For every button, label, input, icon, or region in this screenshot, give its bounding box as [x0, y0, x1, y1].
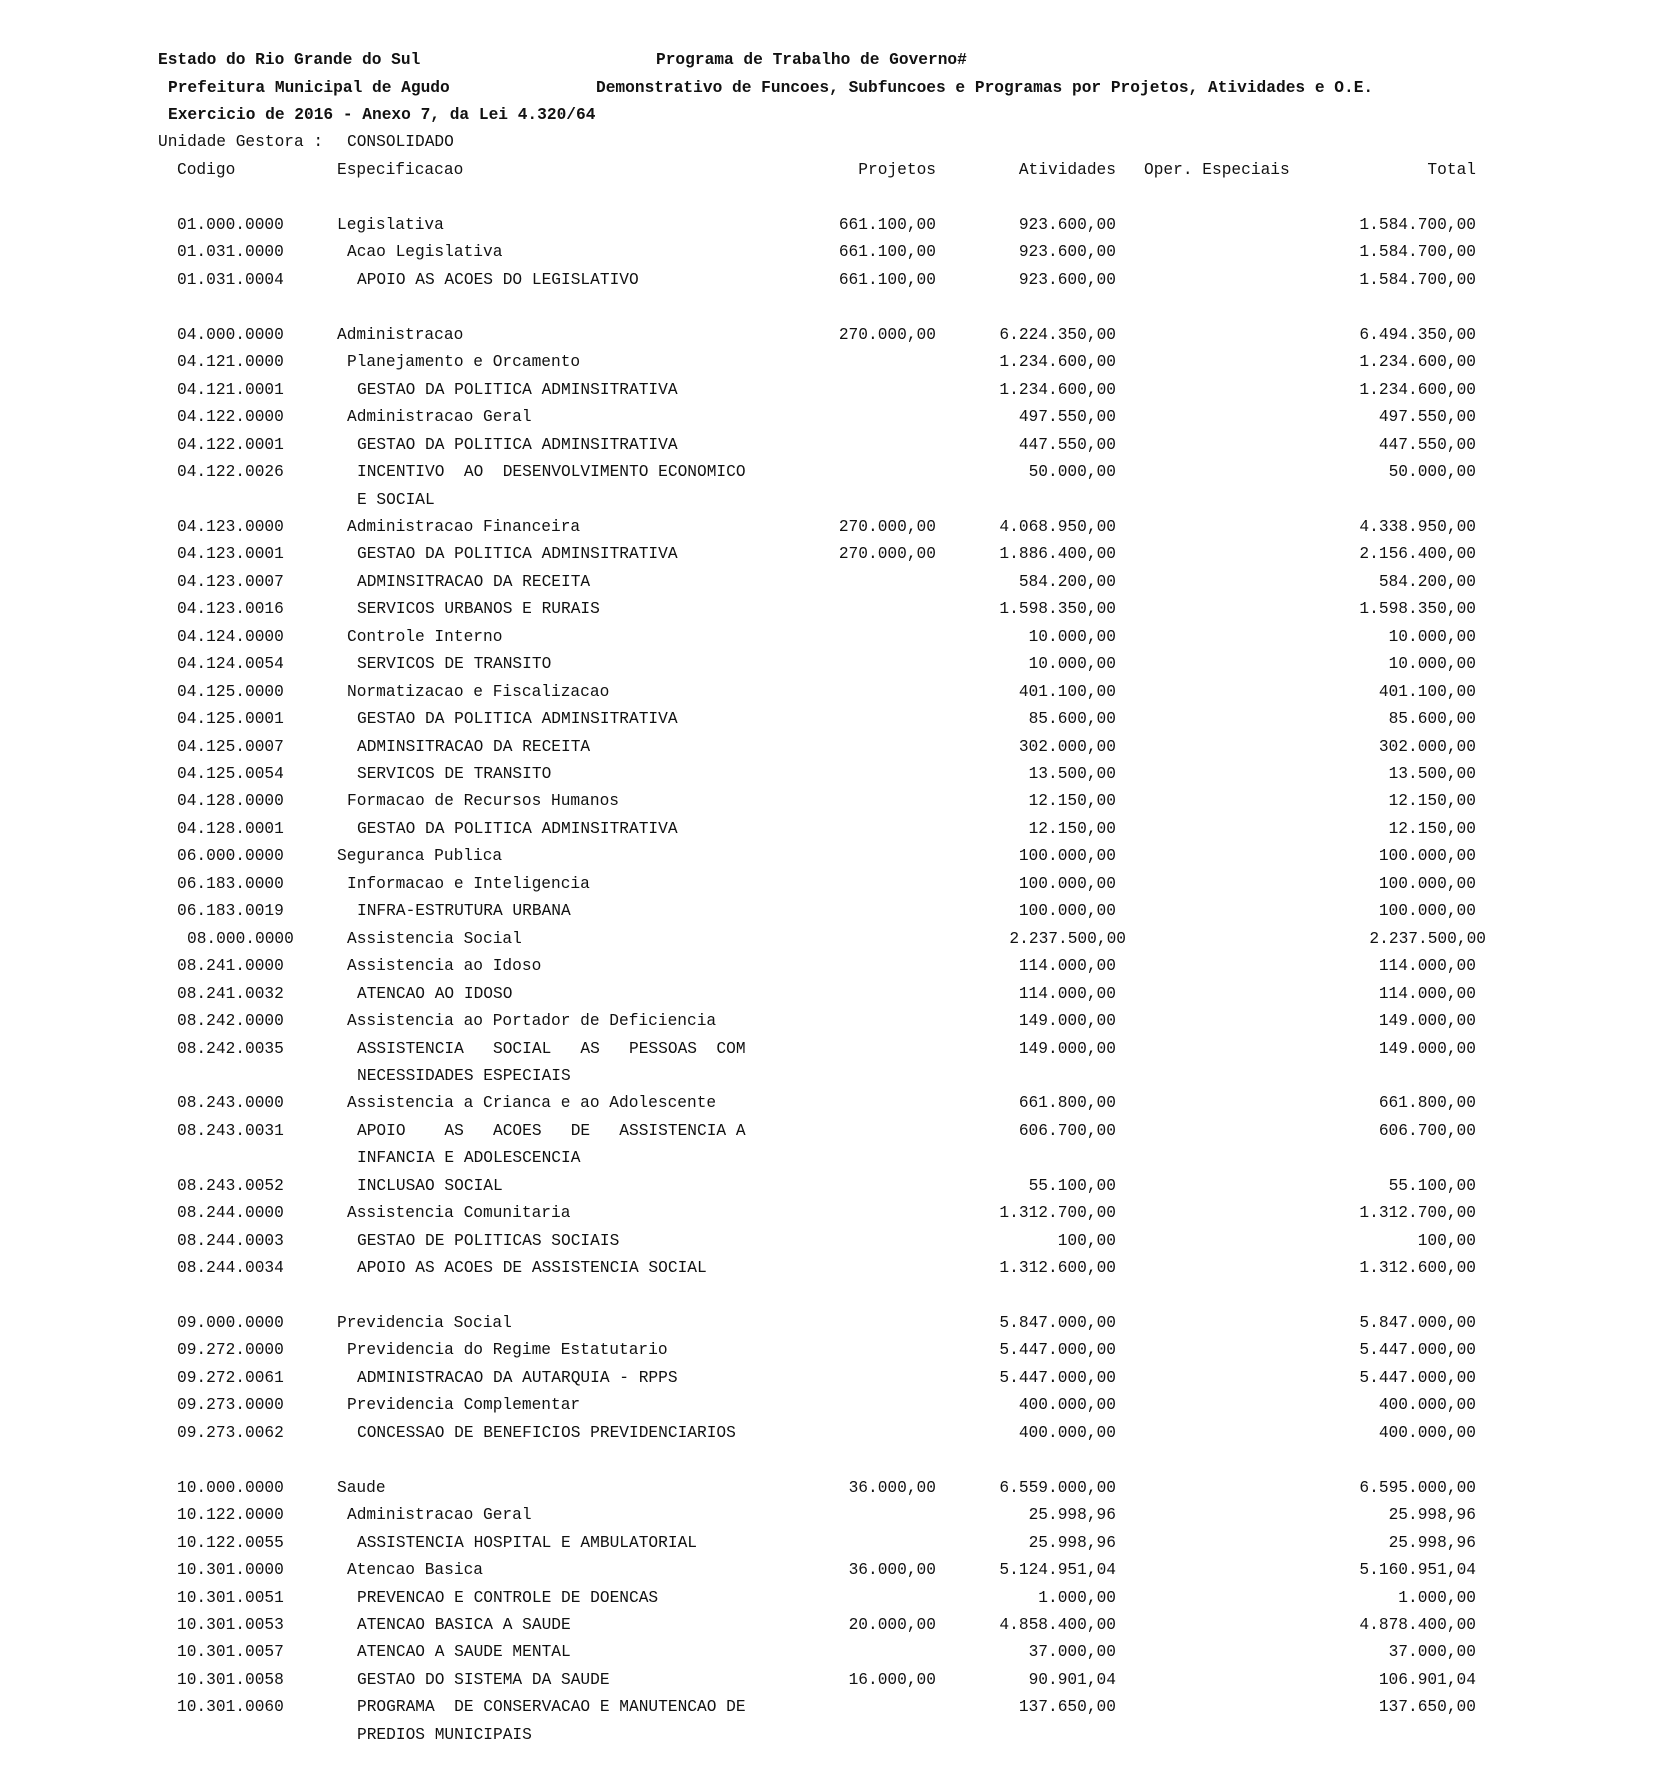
row-code: 10.301.0053 — [177, 1615, 284, 1634]
row-code: 04.123.0000 — [177, 517, 284, 536]
table-row — [0, 380, 1653, 402]
row-code: 09.272.0000 — [177, 1341, 284, 1360]
row-code: 08.243.0000 — [177, 1094, 284, 1113]
row-specification: SERVICOS DE TRANSITO — [357, 655, 552, 674]
row-atividades: 90.901,04 — [1028, 1670, 1116, 1689]
row-specification: Previdencia Social — [337, 1314, 512, 1332]
row-atividades: 400.000,00 — [1018, 1396, 1116, 1415]
row-specification: SERVICOS URBANOS E RURAIS — [357, 600, 600, 619]
row-code: 04.123.0016 — [177, 600, 284, 619]
row-code: 04.000.0000 — [177, 325, 284, 344]
row-specification: GESTAO DE POLITICAS SOCIAIS — [357, 1231, 620, 1250]
table-row-continuation — [0, 1725, 1653, 1747]
row-projetos: 661.100,00 — [838, 243, 936, 262]
row-specification: ASSISTENCIA SOCIAL AS PESSOAS COM — [357, 1039, 746, 1058]
row-total: 6.494.350,00 — [1359, 325, 1476, 344]
blank-row — [0, 1450, 1653, 1472]
table-row — [0, 1395, 1653, 1417]
row-code: 01.031.0004 — [177, 270, 284, 289]
row-total: 137.650,00 — [1378, 1698, 1476, 1717]
row-code: 10.301.0058 — [177, 1670, 284, 1689]
row-atividades: 100.000,00 — [1018, 902, 1116, 921]
row-atividades: 923.600,00 — [1018, 216, 1116, 234]
row-total: 149.000,00 — [1378, 1012, 1476, 1031]
table-row — [0, 791, 1653, 813]
table-row — [0, 325, 1653, 347]
row-atividades: 1.598.350,00 — [999, 600, 1116, 619]
row-specification: INFANCIA E ADOLESCENCIA — [357, 1149, 581, 1168]
municipality-name: Prefeitura Municipal de Agudo — [168, 79, 450, 97]
row-total: 114.000,00 — [1378, 984, 1476, 1003]
row-total: 149.000,00 — [1378, 1039, 1476, 1058]
row-atividades: 5.447.000,00 — [999, 1341, 1116, 1360]
row-atividades: 137.650,00 — [1018, 1698, 1116, 1717]
table-row — [0, 462, 1653, 484]
row-specification: APOIO AS ACOES DE ASSISTENCIA SOCIAL — [357, 1259, 707, 1278]
row-projetos: 270.000,00 — [838, 517, 936, 536]
table-row — [0, 874, 1653, 896]
row-code: 10.000.0000 — [177, 1478, 284, 1497]
row-total: 497.550,00 — [1378, 408, 1476, 427]
row-atividades: 10.000,00 — [1028, 627, 1116, 646]
table-row — [0, 1423, 1653, 1445]
row-total: 5.160.951,04 — [1359, 1561, 1476, 1580]
row-specification: INFRA-ESTRUTURA URBANA — [357, 902, 571, 921]
row-atividades: 13.500,00 — [1028, 765, 1116, 783]
row-atividades: 12.150,00 — [1028, 792, 1116, 811]
row-specification: Seguranca Publica — [337, 847, 503, 866]
row-code: 04.121.0001 — [177, 380, 284, 399]
row-specification: INCENTIVO AO DESENVOLVIMENTO ECONOMICO — [357, 463, 746, 482]
row-projetos: 20.000,00 — [848, 1615, 936, 1634]
row-code: 08.241.0000 — [177, 957, 284, 976]
table-row — [0, 1258, 1653, 1280]
row-total: 12.150,00 — [1388, 792, 1476, 811]
row-specification: GESTAO DA POLITICA ADMINSITRATIVA — [357, 710, 678, 729]
unit-value: CONSOLIDADO — [347, 133, 454, 151]
row-atividades: 302.000,00 — [1018, 737, 1116, 756]
table-row — [0, 599, 1653, 621]
row-specification: GESTAO DO SISTEMA DA SAUDE — [357, 1670, 610, 1689]
row-specification: INCLUSAO SOCIAL — [357, 1176, 503, 1195]
report-subtitle: Demonstrativo de Funcoes, Subfuncoes e Programas por Projetos, Atividades e O.E. — [596, 79, 1374, 97]
row-specification: ATENCAO BASICA A SAUDE — [357, 1615, 571, 1634]
table-row — [0, 1340, 1653, 1362]
row-atividades: 401.100,00 — [1018, 682, 1116, 701]
row-specification: Previdencia do Regime Estatutario — [347, 1341, 668, 1360]
row-total: 1.584.700,00 — [1359, 243, 1476, 262]
row-atividades: 4.068.950,00 — [999, 517, 1116, 536]
row-code: 08.244.0000 — [177, 1204, 284, 1223]
table-row — [0, 1011, 1653, 1033]
row-projetos: 16.000,00 — [848, 1670, 936, 1689]
row-specification: Assistencia ao Portador de Deficiencia — [347, 1012, 717, 1031]
table-row — [0, 572, 1653, 594]
table-row — [0, 901, 1653, 923]
row-code: 10.122.0000 — [177, 1506, 284, 1525]
row-code: 09.000.0000 — [177, 1314, 284, 1332]
row-atividades: 1.312.600,00 — [999, 1259, 1116, 1278]
row-atividades: 4.858.400,00 — [999, 1615, 1116, 1634]
row-projetos: 270.000,00 — [838, 545, 936, 564]
row-atividades: 149.000,00 — [1018, 1012, 1116, 1031]
row-total: 5.447.000,00 — [1359, 1341, 1476, 1360]
row-specification: Controle Interno — [347, 627, 503, 646]
table-row — [0, 654, 1653, 676]
row-specification: ASSISTENCIA HOSPITAL E AMBULATORIAL — [357, 1533, 697, 1552]
row-specification: Administracao — [337, 325, 464, 344]
row-code: 08.242.0035 — [177, 1039, 284, 1058]
row-atividades: 923.600,00 — [1018, 243, 1116, 262]
row-total: 400.000,00 — [1378, 1396, 1476, 1415]
row-specification: Assistencia Social — [347, 929, 522, 948]
row-specification: Assistencia a Crianca e ao Adolescente — [347, 1094, 717, 1113]
row-code: 08.000.0000 — [187, 929, 294, 948]
table-row — [0, 270, 1653, 292]
row-specification: CONCESSAO DE BENEFICIOS PREVIDENCIARIOS — [357, 1423, 736, 1442]
row-atividades: 100,00 — [1057, 1231, 1116, 1250]
row-total: 1.598.350,00 — [1359, 600, 1476, 619]
state-name: Estado do Rio Grande do Sul — [158, 51, 421, 69]
row-total: 1.234.600,00 — [1359, 353, 1476, 372]
col-header-projetos: Projetos — [858, 161, 936, 179]
row-specification: GESTAO DA POLITICA ADMINSITRATIVA — [357, 380, 678, 399]
row-specification: Atencao Basica — [347, 1561, 483, 1580]
row-total: 661.800,00 — [1378, 1094, 1476, 1113]
col-header-total: Total — [1427, 161, 1476, 179]
row-code: 08.241.0032 — [177, 984, 284, 1003]
row-atividades: 6.224.350,00 — [999, 325, 1116, 344]
table-row — [0, 627, 1653, 649]
table-row — [0, 1533, 1653, 1555]
row-atividades: 25.998,96 — [1028, 1506, 1116, 1525]
row-atividades: 149.000,00 — [1018, 1039, 1116, 1058]
row-total: 5.447.000,00 — [1359, 1368, 1476, 1387]
row-code: 08.244.0034 — [177, 1259, 284, 1278]
row-total: 400.000,00 — [1378, 1423, 1476, 1442]
row-total: 10.000,00 — [1388, 627, 1476, 646]
table-row — [0, 929, 1653, 951]
row-atividades: 1.886.400,00 — [999, 545, 1116, 564]
table-row — [0, 737, 1653, 759]
row-projetos: 270.000,00 — [838, 325, 936, 344]
row-code: 04.128.0001 — [177, 819, 284, 838]
row-total: 100.000,00 — [1378, 874, 1476, 893]
row-total: 13.500,00 — [1388, 765, 1476, 783]
row-specification: Normatizacao e Fiscalizacao — [347, 682, 610, 701]
row-atividades: 114.000,00 — [1018, 957, 1116, 976]
row-atividades: 114.000,00 — [1018, 984, 1116, 1003]
row-specification: Administracao Geral — [347, 408, 532, 427]
row-atividades: 85.600,00 — [1028, 710, 1116, 729]
row-code: 04.123.0001 — [177, 545, 284, 564]
table-row — [0, 956, 1653, 978]
row-atividades: 5.447.000,00 — [999, 1368, 1116, 1387]
row-total: 302.000,00 — [1378, 737, 1476, 756]
row-atividades: 55.100,00 — [1028, 1176, 1116, 1195]
row-code: 01.031.0000 — [177, 243, 284, 262]
row-total: 114.000,00 — [1378, 957, 1476, 976]
row-projetos: 661.100,00 — [838, 216, 936, 234]
row-code: 04.122.0000 — [177, 408, 284, 427]
table-row — [0, 215, 1653, 237]
row-code: 04.128.0000 — [177, 792, 284, 811]
row-atividades: 50.000,00 — [1028, 463, 1116, 482]
row-code: 10.301.0000 — [177, 1561, 284, 1580]
row-specification: ADMINSITRACAO DA RECEITA — [357, 572, 591, 591]
row-specification: Administracao Financeira — [347, 517, 581, 536]
row-code: 08.243.0031 — [177, 1121, 284, 1140]
table-row — [0, 1176, 1653, 1198]
row-projetos: 36.000,00 — [848, 1478, 936, 1497]
row-total: 1.584.700,00 — [1359, 216, 1476, 234]
report-title: Programa de Trabalho de Governo# — [656, 51, 967, 69]
row-total: 25.998,96 — [1388, 1506, 1476, 1525]
row-total: 6.595.000,00 — [1359, 1478, 1476, 1497]
row-total: 2.237.500,00 — [1369, 929, 1486, 948]
col-header-atividades: Atividades — [1018, 161, 1116, 179]
table-row — [0, 682, 1653, 704]
row-total: 584.200,00 — [1378, 572, 1476, 591]
row-atividades: 1.312.700,00 — [999, 1204, 1116, 1223]
unit-label: Unidade Gestora : — [158, 133, 324, 151]
row-specification: SERVICOS DE TRANSITO — [357, 765, 552, 783]
row-total: 1.312.600,00 — [1359, 1259, 1476, 1278]
table-row — [0, 407, 1653, 429]
table-row — [0, 435, 1653, 457]
row-total: 50.000,00 — [1388, 463, 1476, 482]
row-atividades: 584.200,00 — [1018, 572, 1116, 591]
row-specification: Assistencia ao Idoso — [347, 957, 542, 976]
table-row-continuation — [0, 490, 1653, 512]
row-code: 09.273.0000 — [177, 1396, 284, 1415]
row-specification: Informacao e Inteligencia — [347, 874, 590, 893]
row-total: 4.878.400,00 — [1359, 1615, 1476, 1634]
row-atividades: 12.150,00 — [1028, 819, 1116, 838]
col-header-oper-especiais: Oper. Especiais — [1144, 161, 1290, 179]
table-row — [0, 1478, 1653, 1500]
row-atividades: 25.998,96 — [1028, 1533, 1116, 1552]
row-code: 09.273.0062 — [177, 1423, 284, 1442]
row-code: 10.301.0060 — [177, 1698, 284, 1717]
row-atividades: 100.000,00 — [1018, 847, 1116, 866]
row-code: 09.272.0061 — [177, 1368, 284, 1387]
table-row — [0, 1505, 1653, 1527]
row-code: 04.122.0001 — [177, 435, 284, 454]
row-atividades: 497.550,00 — [1018, 408, 1116, 427]
table-row — [0, 352, 1653, 374]
row-specification: Administracao Geral — [347, 1506, 532, 1525]
row-code: 04.125.0001 — [177, 710, 284, 729]
row-code: 08.243.0052 — [177, 1176, 284, 1195]
row-atividades: 2.237.500,00 — [1009, 929, 1126, 948]
row-atividades: 923.600,00 — [1018, 270, 1116, 289]
row-total: 1.000,00 — [1398, 1588, 1476, 1607]
row-atividades: 1.000,00 — [1038, 1588, 1116, 1607]
table-row — [0, 1642, 1653, 1664]
row-code: 08.242.0000 — [177, 1012, 284, 1031]
row-code: 04.124.0000 — [177, 627, 284, 646]
row-specification: Planejamento e Orcamento — [347, 353, 581, 372]
row-atividades: 661.800,00 — [1018, 1094, 1116, 1113]
row-atividades: 606.700,00 — [1018, 1121, 1116, 1140]
row-specification: PREDIOS MUNICIPAIS — [357, 1725, 532, 1744]
row-total: 10.000,00 — [1388, 655, 1476, 674]
table-row — [0, 1039, 1653, 1061]
row-atividades: 5.847.000,00 — [999, 1314, 1116, 1332]
row-total: 55.100,00 — [1388, 1176, 1476, 1195]
row-total: 5.847.000,00 — [1359, 1314, 1476, 1332]
row-code: 04.122.0026 — [177, 463, 284, 482]
table-row — [0, 1368, 1653, 1390]
row-total: 1.234.600,00 — [1359, 380, 1476, 399]
col-header-codigo: Codigo — [177, 161, 236, 179]
row-specification: ADMINISTRACAO DA AUTARQUIA - RPPS — [357, 1368, 678, 1387]
table-row — [0, 1697, 1653, 1719]
row-specification: PREVENCAO E CONTROLE DE DOENCAS — [357, 1588, 659, 1607]
row-code: 04.125.0054 — [177, 765, 284, 783]
row-specification: Saude — [337, 1478, 386, 1497]
table-row — [0, 1121, 1653, 1143]
table-row — [0, 544, 1653, 566]
row-specification: APOIO AS ACOES DO LEGISLATIVO — [357, 270, 639, 289]
row-atividades: 5.124.951,04 — [999, 1561, 1116, 1580]
row-code: 06.183.0000 — [177, 874, 284, 893]
row-total: 37.000,00 — [1388, 1643, 1476, 1662]
table-row — [0, 1670, 1653, 1692]
blank-row — [0, 1286, 1653, 1308]
row-total: 1.584.700,00 — [1359, 270, 1476, 289]
table-row — [0, 1588, 1653, 1610]
row-atividades: 400.000,00 — [1018, 1423, 1116, 1442]
row-projetos: 36.000,00 — [848, 1561, 936, 1580]
row-total: 85.600,00 — [1388, 710, 1476, 729]
row-atividades: 1.234.600,00 — [999, 380, 1116, 399]
row-specification: ATENCAO A SAUDE MENTAL — [357, 1643, 571, 1662]
row-specification: GESTAO DA POLITICA ADMINSITRATIVA — [357, 545, 678, 564]
row-code: 10.301.0051 — [177, 1588, 284, 1607]
row-specification: APOIO AS ACOES DE ASSISTENCIA A — [357, 1121, 746, 1140]
table-row — [0, 1203, 1653, 1225]
blank-row — [0, 297, 1653, 319]
table-row-continuation — [0, 1066, 1653, 1088]
row-total: 2.156.400,00 — [1359, 545, 1476, 564]
table-row — [0, 242, 1653, 264]
row-atividades: 6.559.000,00 — [999, 1478, 1116, 1497]
row-specification: Formacao de Recursos Humanos — [347, 792, 619, 811]
row-specification: GESTAO DA POLITICA ADMINSITRATIVA — [357, 435, 678, 454]
row-total: 4.338.950,00 — [1359, 517, 1476, 536]
row-code: 04.125.0000 — [177, 682, 284, 701]
table-row — [0, 1313, 1653, 1335]
row-specification: ADMINSITRACAO DA RECEITA — [357, 737, 591, 756]
row-atividades: 447.550,00 — [1018, 435, 1116, 454]
row-code: 06.183.0019 — [177, 902, 284, 921]
row-specification: NECESSIDADES ESPECIAIS — [357, 1066, 571, 1085]
fiscal-year: Exercicio de 2016 - Anexo 7, da Lei 4.320/64 — [168, 106, 596, 124]
row-code: 08.244.0003 — [177, 1231, 284, 1250]
table-row — [0, 846, 1653, 868]
row-atividades: 1.234.600,00 — [999, 353, 1116, 372]
table-row — [0, 819, 1653, 841]
table-row — [0, 517, 1653, 539]
row-total: 106.901,04 — [1378, 1670, 1476, 1689]
row-specification: Acao Legislativa — [347, 243, 503, 262]
table-row — [0, 1615, 1653, 1637]
row-total: 25.998,96 — [1388, 1533, 1476, 1552]
row-code: 04.123.0007 — [177, 572, 284, 591]
table-row — [0, 1560, 1653, 1582]
row-atividades: 37.000,00 — [1028, 1643, 1116, 1662]
row-specification: Assistencia Comunitaria — [347, 1204, 571, 1223]
table-row-continuation — [0, 1148, 1653, 1170]
row-total: 12.150,00 — [1388, 819, 1476, 838]
row-atividades: 10.000,00 — [1028, 655, 1116, 674]
row-code: 04.124.0054 — [177, 655, 284, 674]
row-projetos: 661.100,00 — [838, 270, 936, 289]
row-code: 01.000.0000 — [177, 216, 284, 234]
row-total: 100.000,00 — [1378, 902, 1476, 921]
row-specification: PROGRAMA DE CONSERVACAO E MANUTENCAO DE — [357, 1698, 746, 1717]
row-total: 606.700,00 — [1378, 1121, 1476, 1140]
row-total: 1.312.700,00 — [1359, 1204, 1476, 1223]
row-code: 04.121.0000 — [177, 353, 284, 372]
row-specification: E SOCIAL — [357, 490, 435, 509]
row-code: 06.000.0000 — [177, 847, 284, 866]
row-code: 04.125.0007 — [177, 737, 284, 756]
row-code: 10.122.0055 — [177, 1533, 284, 1552]
row-specification: ATENCAO AO IDOSO — [357, 984, 513, 1003]
table-row — [0, 709, 1653, 731]
row-total: 401.100,00 — [1378, 682, 1476, 701]
table-row — [0, 1093, 1653, 1115]
table-row — [0, 984, 1653, 1006]
row-specification: GESTAO DA POLITICA ADMINSITRATIVA — [357, 819, 678, 838]
row-total: 100.000,00 — [1378, 847, 1476, 866]
table-row — [0, 1231, 1653, 1253]
row-specification: Previdencia Complementar — [347, 1396, 581, 1415]
row-total: 447.550,00 — [1378, 435, 1476, 454]
table-row — [0, 764, 1653, 786]
row-total: 100,00 — [1417, 1231, 1476, 1250]
row-specification: Legislativa — [337, 216, 444, 234]
row-code: 10.301.0057 — [177, 1643, 284, 1662]
row-atividades: 100.000,00 — [1018, 874, 1116, 893]
col-header-especificacao: Especificacao — [337, 161, 464, 179]
